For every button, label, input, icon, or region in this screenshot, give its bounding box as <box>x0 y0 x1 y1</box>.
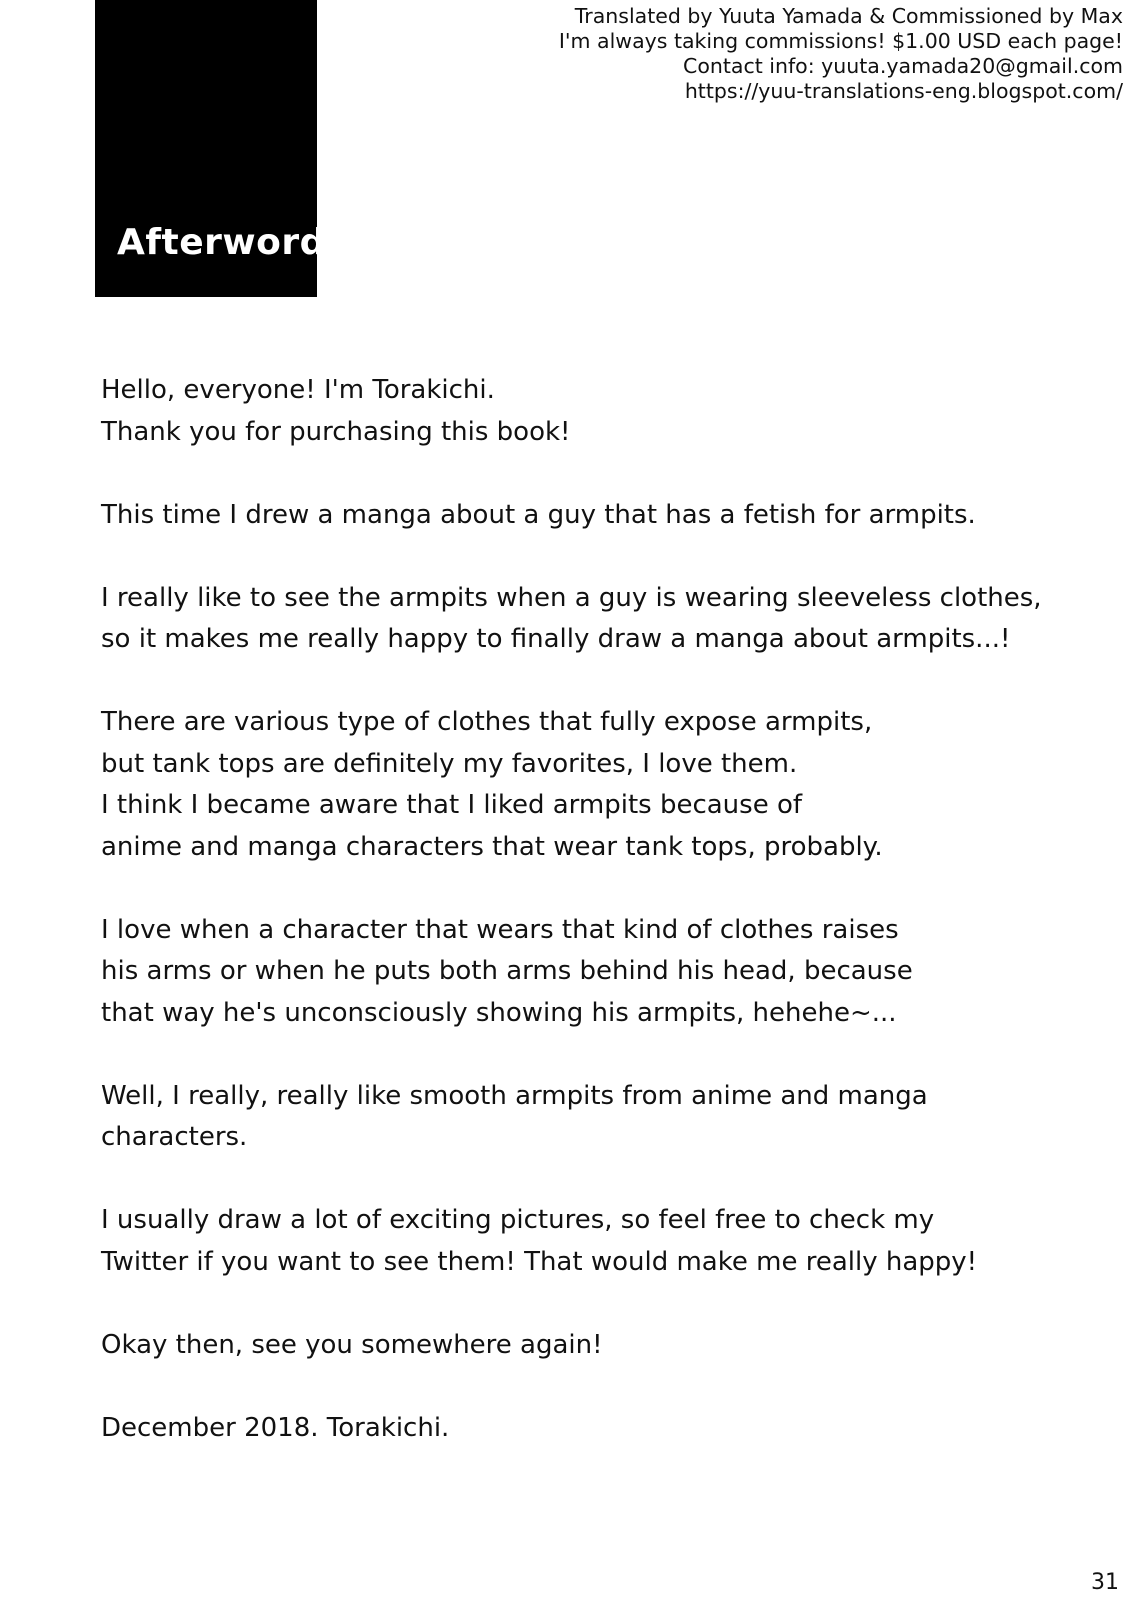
paragraph <box>101 1325 1091 1367</box>
text-line: Thank you for purchasing this book! <box>101 416 571 447</box>
paragraph <box>101 1076 1091 1159</box>
title-block <box>95 0 326 297</box>
text-line: This time I drew a manga about a guy that has a fetish for armpits. <box>101 499 976 530</box>
text-line: so it makes me really happy to finally draw a manga about armpits...! <box>101 624 1011 654</box>
text-line: characters. <box>101 1122 248 1152</box>
signature-paragraph <box>101 1408 1091 1450</box>
signature-line: December 2018. Torakichi. <box>101 1412 450 1443</box>
text-line: I really like to see the armpits when a guy is wearing sleeveless clothes, <box>101 582 1042 613</box>
credit-line: Contact info: yuuta.yamada20@gmail.com <box>683 54 1123 78</box>
text-line: that way he's unconsciously showing his armpits, hehehe~... <box>101 997 897 1028</box>
page-title: Afterword <box>117 222 326 263</box>
credit-line: https://yuu-translations-eng.blogspot.com/ <box>684 79 1123 103</box>
text-line: Well, I really, really like smooth armpits from anime and manga <box>101 1080 928 1111</box>
credit-line: Translated by Yuuta Yamada & Commissioned by Max <box>574 4 1123 28</box>
afterword-body <box>101 370 1091 1449</box>
text-line: anime and manga characters that wear tank tops, probably. <box>101 831 883 862</box>
text-line: I think I became aware that I liked armpits because of <box>101 790 803 820</box>
translator-credits <box>559 4 1123 104</box>
page-number: 31 <box>1091 1570 1119 1595</box>
paragraph <box>101 578 1091 661</box>
text-line: There are various type of clothes that fully expose armpits, <box>101 707 873 737</box>
paragraph <box>101 495 1091 537</box>
paragraph <box>101 370 1091 453</box>
text-line: I usually draw a lot of exciting pictures, so feel free to check my <box>101 1205 935 1235</box>
text-line: his arms or when he puts both arms behind his head, because <box>101 956 913 986</box>
text-line: Okay then, see you somewhere again! <box>101 1329 603 1360</box>
paragraph <box>101 910 1091 1035</box>
text-line: Hello, everyone! I'm Torakichi. <box>101 375 495 405</box>
text-line: I love when a character that wears that kind of clothes raises <box>101 914 899 945</box>
text-line: Twitter if you want to see them! That would make me really happy! <box>101 1246 978 1277</box>
credit-line: I'm always taking commissions! $1.00 USD each page! <box>558 29 1123 53</box>
paragraph <box>101 702 1091 868</box>
paragraph <box>101 1200 1091 1283</box>
text-line: but tank tops are definitely my favorites, I love them. <box>101 748 798 779</box>
